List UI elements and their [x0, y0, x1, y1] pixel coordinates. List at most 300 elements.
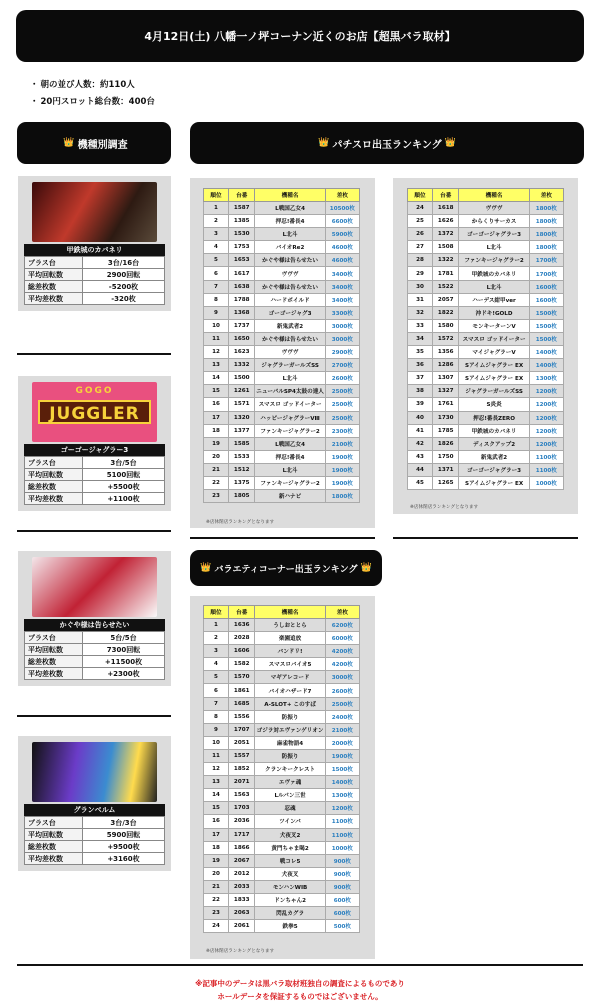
machine-name-cell: ゴーゴージャグラー3	[459, 228, 529, 241]
table-row	[408, 241, 564, 254]
diff-cell: 5900枚	[325, 228, 359, 241]
rank-cell: 4	[204, 241, 229, 254]
machine-number-cell: 1805	[228, 490, 255, 503]
machine-name-cell: ディスクアップ2	[459, 437, 529, 450]
table-row	[204, 490, 360, 503]
machine-number-cell: 1332	[228, 359, 255, 372]
table-row	[204, 228, 360, 241]
stat-row	[25, 853, 165, 865]
table-row	[408, 476, 564, 489]
table-row	[204, 815, 360, 828]
rank-cell: 8	[204, 293, 229, 306]
machine-stats-table	[24, 256, 165, 305]
machine-name-cell: マイジャグラーV	[459, 346, 529, 359]
stat-label: プラス台	[25, 817, 83, 829]
machine-number-cell: 1636	[228, 619, 255, 632]
diff-cell: 4200枚	[325, 645, 359, 658]
machine-number-cell: 1826	[432, 437, 459, 450]
machine-number-cell: 2057	[432, 293, 459, 306]
machine-name-cell: モンハンWIB	[255, 880, 325, 893]
diff-cell: 1200枚	[529, 411, 563, 424]
machine-name-cell: バイオRe2	[255, 241, 325, 254]
stat-value: +11500枚	[83, 656, 165, 668]
table-row	[408, 463, 564, 476]
table-row	[408, 385, 564, 398]
machine-name-cell: ファンキージャグラー2	[255, 424, 325, 437]
table-row	[408, 280, 564, 293]
diff-cell: 1800枚	[529, 228, 563, 241]
table-row	[204, 411, 360, 424]
stat-label: 平均回転数	[25, 269, 83, 281]
machine-image	[32, 182, 157, 242]
machine-number-cell: 1372	[432, 228, 459, 241]
stat-value: 2900回転	[83, 269, 165, 281]
stat-value: 7300回転	[83, 644, 165, 656]
rank-cell: 20	[204, 867, 229, 880]
diff-cell: 1000枚	[529, 476, 563, 489]
table-row	[204, 632, 360, 645]
rank-cell: 11	[204, 749, 229, 762]
machine-number-cell: 1320	[228, 411, 255, 424]
table-row	[204, 619, 360, 632]
table-row	[204, 267, 360, 280]
machine-name-cell: 防振り	[255, 749, 325, 762]
machine-number-cell: 1861	[228, 684, 255, 697]
table-row	[204, 841, 360, 854]
diff-cell: 1200枚	[529, 398, 563, 411]
table-row	[204, 332, 360, 345]
machine-card	[18, 376, 171, 511]
machine-name-cell: ハードボイルド	[255, 293, 325, 306]
machine-number-cell: 1730	[432, 411, 459, 424]
stat-label: プラス台	[25, 632, 83, 644]
rank-cell: 19	[204, 437, 229, 450]
rank-cell: 35	[408, 346, 433, 359]
diff-cell: 1600枚	[529, 293, 563, 306]
table-row	[408, 319, 564, 332]
diff-cell: 1800枚	[529, 241, 563, 254]
machine-number-cell: 1563	[228, 789, 255, 802]
table-row	[204, 215, 360, 228]
machine-name-cell: L北斗	[459, 280, 529, 293]
table-row	[204, 776, 360, 789]
table-row	[204, 346, 360, 359]
machine-name-cell: ジャグラーガールズSS	[255, 359, 325, 372]
rank-cell: 36	[408, 359, 433, 372]
rank-cell: 1	[204, 202, 229, 215]
machine-name-cell: スマスロバイオ5	[255, 658, 325, 671]
rank-cell: 8	[204, 710, 229, 723]
machine-card	[18, 736, 171, 871]
table-row	[204, 293, 360, 306]
divider	[393, 537, 578, 539]
machine-number-cell: 1623	[228, 346, 255, 359]
machine-name-cell: モンキーターンV	[459, 319, 529, 332]
rank-cell: 2	[204, 215, 229, 228]
stat-row	[25, 269, 165, 281]
machine-number-cell: 1508	[432, 241, 459, 254]
rank-cell: 37	[408, 372, 433, 385]
diff-cell: 2500枚	[325, 411, 359, 424]
machine-number-cell: 1582	[228, 658, 255, 671]
table-row	[408, 346, 564, 359]
machine-name-cell: 押忍!番長4	[255, 215, 325, 228]
diff-cell: 600枚	[325, 893, 359, 906]
stat-label: プラス台	[25, 257, 83, 269]
rank-cell: 10	[204, 736, 229, 749]
diff-cell: 1100枚	[325, 815, 359, 828]
machine-name-cell: L北斗	[255, 228, 325, 241]
machine-number-cell: 1685	[228, 697, 255, 710]
table-row	[204, 828, 360, 841]
machine-section-header: 👑 機種別調査	[17, 122, 171, 164]
diff-cell: 1500枚	[325, 763, 359, 776]
rank-cell: 15	[204, 802, 229, 815]
machine-name-cell: Sアイムジャグラー EX	[459, 372, 529, 385]
machine-name-cell: Sアイムジャグラー EX	[459, 359, 529, 372]
footer-disclaimer-1: ※記事中のデータは黒バラ取材班独自の調査によるものであり	[195, 979, 405, 988]
rank-cell: 26	[408, 228, 433, 241]
stat-row	[25, 668, 165, 680]
machine-number-cell: 1368	[228, 306, 255, 319]
rank-cell: 44	[408, 463, 433, 476]
machine-number-cell: 1500	[228, 372, 255, 385]
table-row	[204, 749, 360, 762]
table-row	[408, 215, 564, 228]
table-row	[204, 789, 360, 802]
machine-name-cell: ハーデス紺甲ver	[459, 293, 529, 306]
rank-cell: 17	[204, 828, 229, 841]
machine-name-cell: 防振り	[255, 710, 325, 723]
rank-cell: 40	[408, 411, 433, 424]
machine-name-cell: L北斗	[255, 372, 325, 385]
column-header: 機種名	[255, 606, 325, 619]
table-row	[408, 398, 564, 411]
table-row	[204, 319, 360, 332]
machine-name-cell: ジャグラーガールズSS	[459, 385, 529, 398]
machine-name-cell: L北斗	[255, 463, 325, 476]
machine-name-cell: かぐや様は告らせたい	[255, 254, 325, 267]
machine-name-cell: からくりサーカス	[459, 215, 529, 228]
machine-name-cell: バイオハザード7	[255, 684, 325, 697]
machine-number-cell: 1265	[432, 476, 459, 489]
machine-name-cell: A-SLOT+ このすば	[255, 697, 325, 710]
table-header-row	[204, 606, 360, 619]
crown-icon: 👑	[444, 138, 456, 148]
column-header: 台番	[228, 189, 255, 202]
diff-cell: 1800枚	[529, 202, 563, 215]
machine-name-cell: 鉄拳5	[255, 920, 325, 933]
machine-number-cell: 1533	[228, 450, 255, 463]
stat-value: +9500枚	[83, 841, 165, 853]
machine-image	[32, 557, 157, 617]
diff-cell: 1100枚	[529, 463, 563, 476]
diff-cell: 2500枚	[325, 385, 359, 398]
diff-cell: 1800枚	[529, 215, 563, 228]
diff-cell: 2100枚	[325, 723, 359, 736]
machine-number-cell: 1522	[432, 280, 459, 293]
machine-number-cell: 1261	[228, 385, 255, 398]
rank-cell: 34	[408, 332, 433, 345]
machine-name-cell: 甲鉄城のカバネリ	[459, 267, 529, 280]
stat-value: 5台/5台	[83, 632, 165, 644]
rank-cell: 21	[204, 463, 229, 476]
table-row	[408, 267, 564, 280]
diff-cell: 1000枚	[325, 841, 359, 854]
diff-cell: 1300枚	[325, 789, 359, 802]
machine-name-cell: ヴヴヴ	[255, 267, 325, 280]
table-row	[204, 280, 360, 293]
machine-number-cell: 1571	[228, 398, 255, 411]
machine-name-cell: L戦国乙女4	[255, 437, 325, 450]
rank-cell: 5	[204, 254, 229, 267]
footer-disclaimer-2: ホールデータを保証するものではございません。	[217, 992, 383, 1001]
stat-row	[25, 457, 165, 469]
machine-name-cell: かぐや様は告らせたい	[255, 280, 325, 293]
table-row	[204, 424, 360, 437]
diff-cell: 1700枚	[529, 254, 563, 267]
stat-row	[25, 644, 165, 656]
table-row	[204, 254, 360, 267]
table-row	[204, 684, 360, 697]
divider	[17, 530, 171, 532]
machine-number-cell: 1356	[432, 346, 459, 359]
machine-number-cell: 1587	[228, 202, 255, 215]
column-header: 機種名	[255, 189, 325, 202]
machine-name-cell: Sアイムジャグラー EX	[459, 476, 529, 489]
table-row	[408, 437, 564, 450]
table-row	[204, 385, 360, 398]
stat-label: 平均差枚数	[25, 853, 83, 865]
crown-icon: 👑	[360, 563, 372, 573]
diff-cell: 1200枚	[529, 385, 563, 398]
rank-cell: 1	[204, 619, 229, 632]
column-header: 順位	[204, 606, 229, 619]
stat-row	[25, 293, 165, 305]
machine-number-cell: 2036	[228, 815, 255, 828]
stat-label: 総差枚数	[25, 281, 83, 293]
stat-row	[25, 481, 165, 493]
diff-cell: 1400枚	[325, 776, 359, 789]
machine-name-cell: 沖ドキ!GOLD	[459, 306, 529, 319]
diff-cell: 1800枚	[325, 490, 359, 503]
ranking-table-right	[407, 188, 564, 490]
machine-number-cell: 2061	[228, 920, 255, 933]
column-header: 差枚	[325, 606, 359, 619]
machine-name: かぐや様は告らせたい	[24, 619, 165, 631]
rank-cell: 17	[204, 411, 229, 424]
machine-number-cell: 2033	[228, 880, 255, 893]
rank-cell: 28	[408, 254, 433, 267]
rank-cell: 18	[204, 424, 229, 437]
machine-name-cell: Lルパン三世	[255, 789, 325, 802]
diff-cell: 1900枚	[325, 463, 359, 476]
table-row	[408, 332, 564, 345]
divider	[17, 715, 171, 717]
rank-cell: 43	[408, 450, 433, 463]
ranking-note: ※店休閉店ランキングとなります	[206, 520, 275, 525]
variety-ranking-header: 👑 バラエティコーナー出玉ランキング 👑	[190, 550, 382, 586]
table-row	[204, 763, 360, 776]
table-row	[408, 202, 564, 215]
rank-cell: 33	[408, 319, 433, 332]
diff-cell: 3400枚	[325, 280, 359, 293]
diff-cell: 1900枚	[325, 749, 359, 762]
machine-number-cell: 1781	[432, 267, 459, 280]
stat-value: -320枚	[83, 293, 165, 305]
diff-cell: 1200枚	[529, 424, 563, 437]
machine-name-cell: 戦コレ5	[255, 854, 325, 867]
machine-number-cell: 1618	[432, 202, 459, 215]
table-row	[204, 202, 360, 215]
rank-cell: 13	[204, 776, 229, 789]
machine-number-cell: 1512	[228, 463, 255, 476]
diff-cell: 2000枚	[325, 736, 359, 749]
machine-number-cell: 1761	[432, 398, 459, 411]
rank-cell: 13	[204, 359, 229, 372]
stat-row	[25, 817, 165, 829]
divider	[17, 353, 171, 355]
diff-cell: 900枚	[325, 867, 359, 880]
crown-icon: 👑	[63, 138, 75, 148]
machine-number-cell: 1530	[228, 228, 255, 241]
machine-number-cell: 1322	[432, 254, 459, 267]
machine-stats-table	[24, 631, 165, 680]
table-header-row	[204, 189, 360, 202]
table-row	[408, 306, 564, 319]
machine-name-cell: 新鬼武者2	[255, 319, 325, 332]
machine-name-cell: ゴーゴージャグラー3	[459, 463, 529, 476]
stat-row	[25, 829, 165, 841]
table-row	[204, 802, 360, 815]
table-row	[408, 293, 564, 306]
machine-number-cell: 1580	[432, 319, 459, 332]
machine-number-cell: 1286	[432, 359, 459, 372]
stat-label: 平均回転数	[25, 829, 83, 841]
machine-name-cell: スマスロ ゴッドイーター	[459, 332, 529, 345]
machine-stats-table	[24, 816, 165, 865]
machine-name-cell: L戦国乙女4	[255, 202, 325, 215]
table-row	[204, 736, 360, 749]
machine-logo: JUGGLER	[38, 400, 151, 424]
table-row	[204, 241, 360, 254]
machine-number-cell: 1653	[228, 254, 255, 267]
diff-cell: 3000枚	[325, 671, 359, 684]
machine-name-cell: うしおととら	[255, 619, 325, 632]
diff-cell: 900枚	[325, 880, 359, 893]
diff-cell: 3000枚	[325, 319, 359, 332]
table-row	[204, 893, 360, 906]
machine-number-cell: 1852	[228, 763, 255, 776]
machine-number-cell: 1606	[228, 645, 255, 658]
machine-name-cell: L北斗	[459, 241, 529, 254]
diff-cell: 2700枚	[325, 359, 359, 372]
column-header: 機種名	[459, 189, 529, 202]
diff-cell: 3000枚	[325, 332, 359, 345]
rank-cell: 14	[204, 372, 229, 385]
machine-number-cell: 1785	[432, 424, 459, 437]
machine-name-cell: マギアレコード	[255, 671, 325, 684]
rank-cell: 16	[204, 398, 229, 411]
machine-number-cell: 1585	[228, 437, 255, 450]
table-row	[204, 450, 360, 463]
table-row	[204, 372, 360, 385]
table-row	[204, 697, 360, 710]
machine-number-cell: 2067	[228, 854, 255, 867]
stat-row	[25, 632, 165, 644]
rank-cell: 38	[408, 385, 433, 398]
diff-cell: 2100枚	[325, 437, 359, 450]
rank-cell: 10	[204, 319, 229, 332]
stat-row	[25, 656, 165, 668]
diff-cell: 3300枚	[325, 306, 359, 319]
table-header-row	[408, 189, 564, 202]
machine-name-cell: ゴーゴージャグ3	[255, 306, 325, 319]
page-title: 4月12日(土) 八幡一ノ坪コーナン近くのお店【超黒バラ取材】	[144, 30, 456, 43]
diff-cell: 1100枚	[529, 450, 563, 463]
footer-divider	[17, 964, 583, 966]
stat-value: -5200枚	[83, 281, 165, 293]
rank-cell: 45	[408, 476, 433, 489]
table-row	[204, 398, 360, 411]
diff-cell: 2900枚	[325, 346, 359, 359]
machine-number-cell: 1650	[228, 332, 255, 345]
machine-name-cell: ファンキージャグラー2	[459, 254, 529, 267]
diff-cell: 1400枚	[529, 346, 563, 359]
machine-number-cell: 1737	[228, 319, 255, 332]
rank-cell: 25	[408, 215, 433, 228]
table-row	[408, 450, 564, 463]
table-row	[204, 306, 360, 319]
machine-name-cell: 犬夜叉	[255, 867, 325, 880]
table-row	[408, 359, 564, 372]
rank-cell: 24	[408, 202, 433, 215]
machine-name-cell: 新鬼武者2	[459, 450, 529, 463]
machine-name-cell: 楽園追放	[255, 632, 325, 645]
table-row	[408, 424, 564, 437]
table-row	[408, 228, 564, 241]
stat-value: 3台/3台	[83, 817, 165, 829]
rank-cell: 22	[204, 893, 229, 906]
machine-name-cell: かぐや様は告らせたい	[255, 332, 325, 345]
machine-number-cell: 1707	[228, 723, 255, 736]
rank-cell: 31	[408, 293, 433, 306]
machine-number-cell: 1617	[228, 267, 255, 280]
rank-cell: 39	[408, 398, 433, 411]
rank-cell: 9	[204, 306, 229, 319]
machine-name-cell: 押忍!番長ZERO	[459, 411, 529, 424]
rank-cell: 6	[204, 267, 229, 280]
machine-image	[32, 382, 157, 442]
rank-cell: 6	[204, 684, 229, 697]
machine-number-cell: 2051	[228, 736, 255, 749]
rank-cell: 3	[204, 228, 229, 241]
slot-count: ・ 20円スロット総台数：400台	[30, 97, 155, 107]
rank-cell: 42	[408, 437, 433, 450]
machine-number-cell: 1371	[432, 463, 459, 476]
diff-cell: 2300枚	[325, 424, 359, 437]
table-row	[204, 880, 360, 893]
machine-name-cell: 麻雀物語4	[255, 736, 325, 749]
machine-name-cell: ツインバ	[255, 815, 325, 828]
stat-value: 5100回転	[83, 469, 165, 481]
table-row	[204, 359, 360, 372]
diff-cell: 4200枚	[325, 658, 359, 671]
diff-cell: 1500枚	[529, 306, 563, 319]
diff-cell: 600枚	[325, 907, 359, 920]
rank-cell: 23	[204, 490, 229, 503]
rank-cell: 4	[204, 658, 229, 671]
